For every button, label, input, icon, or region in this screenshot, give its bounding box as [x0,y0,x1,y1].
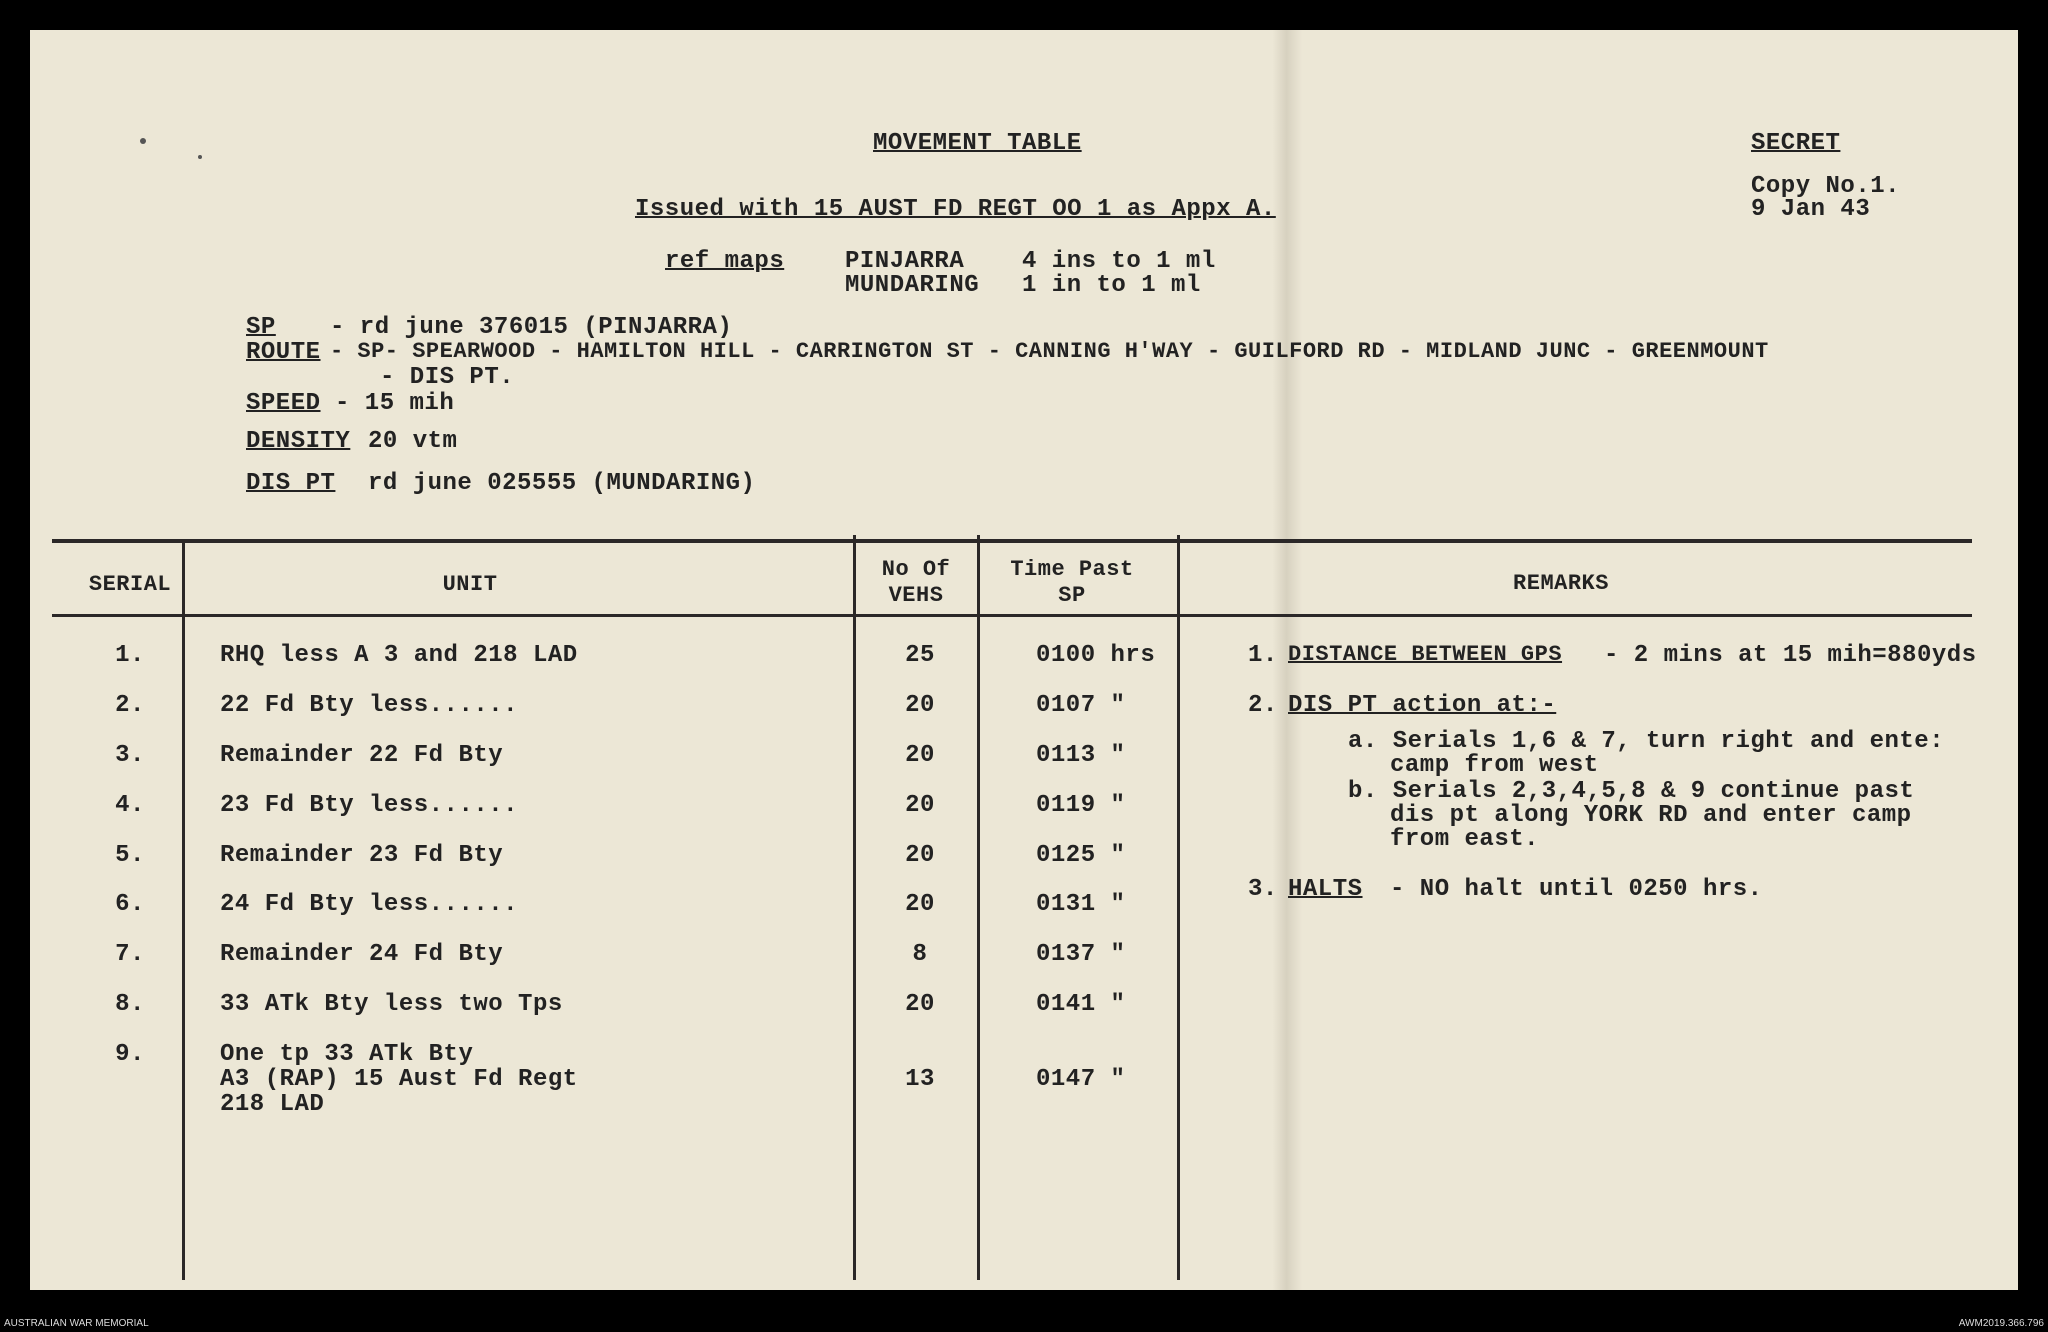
column-divider [853,535,856,1280]
ref-maps-label: ref maps [665,248,785,275]
time-cell: 0107 " [1036,692,1126,719]
serial-cell: 9. [115,1041,145,1068]
density-value: 20 vtm [368,428,458,455]
header-serial: SERIAL [88,572,172,597]
serial-cell: 2. [115,692,145,719]
density-label: DENSITY [246,428,351,455]
unit-cell: Remainder 22 Fd Bty [220,742,504,769]
map2-name: MUNDARING [845,272,980,299]
copy-number: Copy No.1. [1751,173,1901,200]
remark-1-number: 1. [1248,642,1278,669]
remark-2b-line-3: from east. [1390,826,1540,853]
header-remarks: REMARKS [1513,571,1609,596]
unit-cell-line-1: One tp 33 ATk Bty [220,1041,474,1068]
column-divider [182,542,185,1280]
serial-cell: 5. [115,842,145,869]
time-cell: 0119 " [1036,792,1126,819]
vehs-cell: 20 [905,842,935,869]
time-cell: 0100 hrs [1036,642,1156,669]
unit-cell: 22 Fd Bty less...... [220,692,519,719]
vehs-cell: 20 [905,692,935,719]
unit-cell-line-2: A3 (RAP) 15 Aust Fd Regt [220,1066,578,1093]
unit-cell: 23 Fd Bty less...... [220,792,519,819]
header-no-of: No Of [881,557,951,582]
unit-cell: 24 Fd Bty less...... [220,891,519,918]
serial-cell: 3. [115,742,145,769]
time-cell: 0131 " [1036,891,1126,918]
remark-1-label: DISTANCE BETWEEN GPS [1288,642,1563,667]
serial-cell: 7. [115,941,145,968]
remark-3-text: - NO halt until 0250 hrs. [1390,876,1763,903]
map1-name: PINJARRA [845,248,965,275]
remark-2-number: 2. [1248,692,1278,719]
time-cell: 0137 " [1036,941,1126,968]
remark-1-text: - 2 mins at 15 mih=880yds [1604,642,1977,669]
time-cell: 0113 " [1036,742,1126,769]
document-date: 9 Jan 43 [1751,196,1871,223]
unit-cell-line-3: 218 LAD [220,1091,325,1118]
ink-speck [198,155,202,159]
remark-2a-line-1: a. Serials 1,6 & 7, turn right and ente: [1348,728,1945,755]
route-continuation: - DIS PT. [380,364,515,391]
classification-label: SECRET [1751,130,1841,157]
remark-2-label: DIS PT action at:- [1288,692,1557,719]
route-label: ROUTE [246,339,321,366]
vehs-cell: 20 [905,891,935,918]
remark-3-label: HALTS [1288,876,1363,903]
header-time-past: Time Past [1010,557,1134,582]
document-page [30,30,2018,1290]
table-header-rule [52,614,1972,617]
unit-cell: RHQ less A 3 and 218 LAD [220,642,578,669]
column-divider [977,535,980,1280]
dis-pt-label: DIS PT [246,470,336,497]
vehs-cell: 13 [905,1066,935,1093]
document-title: MOVEMENT TABLE [873,130,1082,157]
serial-cell: 1. [115,642,145,669]
sp-label: SP [246,314,276,341]
vehs-cell: 20 [905,742,935,769]
vehs-cell: 20 [905,792,935,819]
unit-cell: 33 ATk Bty less two Tps [220,991,563,1018]
unit-cell: Remainder 24 Fd Bty [220,941,504,968]
issued-with-line: Issued with 15 AUST FD REGT OO 1 as Appx A. [635,196,1276,223]
footer-credit: AUSTRALIAN WAR MEMORIAL [4,1318,149,1329]
remark-2a-line-2: camp from west [1390,752,1599,779]
header-unit: UNIT [442,572,498,597]
serial-cell: 8. [115,991,145,1018]
dis-pt-value: rd june 025555 (MUNDARING) [368,470,756,497]
ink-speck [140,138,146,144]
serial-cell: 4. [115,792,145,819]
sp-value: - rd june 376015 (PINJARRA) [330,314,733,341]
map1-scale: 4 ins to 1 ml [1022,248,1216,275]
time-cell: 0147 " [1036,1066,1126,1093]
vehs-cell: 20 [905,991,935,1018]
header-sp: SP [1058,583,1086,608]
remark-3-number: 3. [1248,876,1278,903]
time-cell: 0125 " [1036,842,1126,869]
remark-2b-line-1: b. Serials 2,3,4,5,8 & 9 continue past [1348,778,1915,805]
footer-accession-number: AWM2019.366.796 [1958,1318,2044,1329]
serial-cell: 6. [115,891,145,918]
vehs-cell: 8 [912,941,928,968]
unit-cell: Remainder 23 Fd Bty [220,842,504,869]
table-top-rule [52,539,1972,543]
vehs-cell: 25 [905,642,935,669]
time-cell: 0141 " [1036,991,1126,1018]
speed-label: SPEED [246,390,321,417]
column-divider [1177,535,1180,1280]
speed-value: - 15 mih [335,390,455,417]
header-vehs: VEHS [888,583,944,608]
route-value: - SP- SPEARWOOD - HAMILTON HILL - CARRINGTON ST - CANNING H'WAY - GUILFORD RD - MIDLAND JUNC - GREENMOUNT [330,339,1769,364]
remark-2b-line-2: dis pt along YORK RD and enter camp [1390,802,1912,829]
map2-scale: 1 in to 1 ml [1022,272,1201,299]
